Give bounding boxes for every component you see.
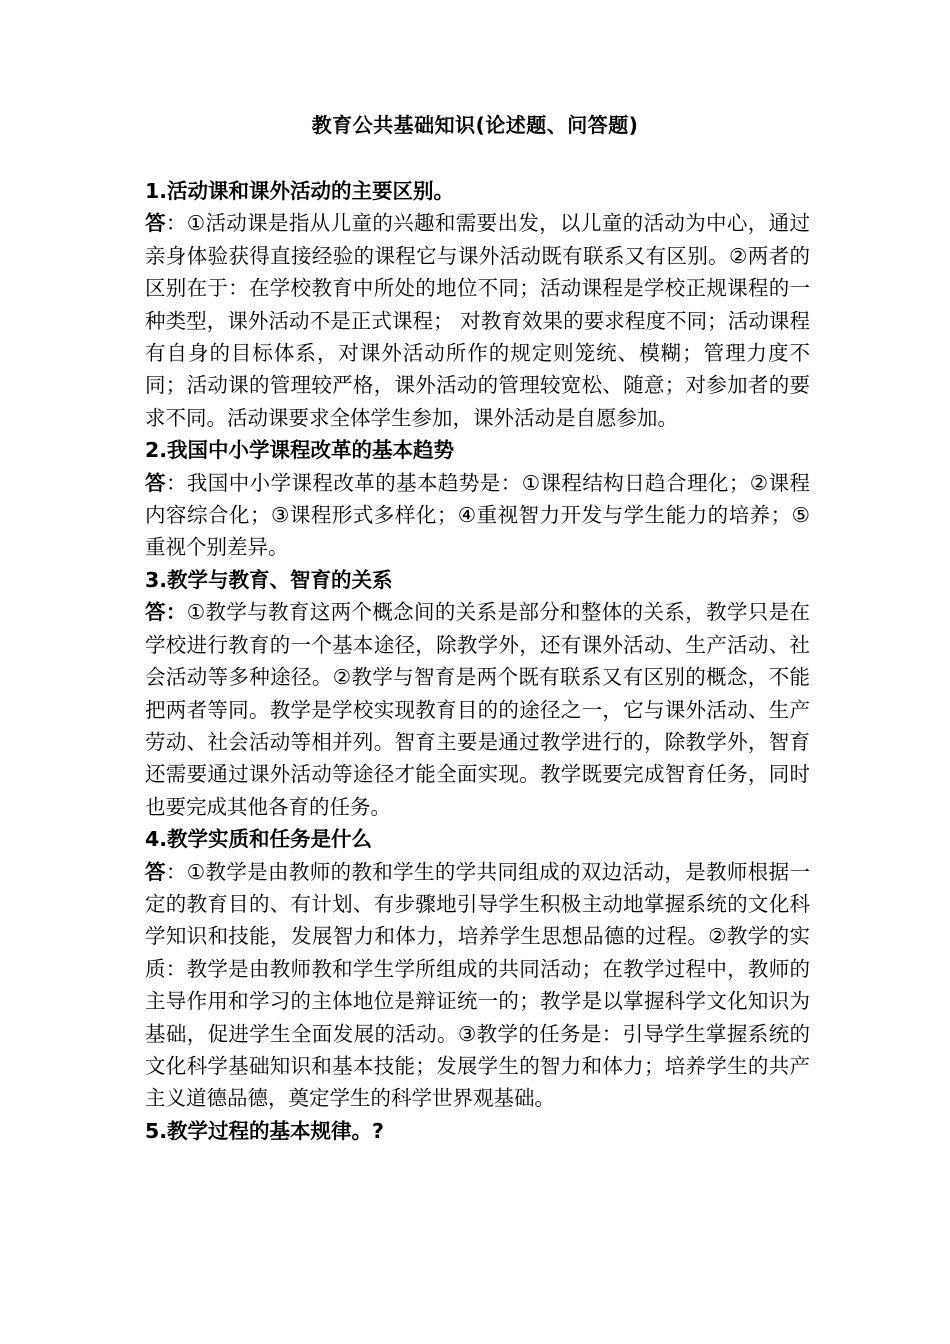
document-title: 教育公共基础知识(论述题、问答题) bbox=[311, 113, 639, 137]
answer-text: ①教学与教育这两个概念间的关系是部分和整体的关系，教学只是在学校进行教育的一个基本途径，除教学外，还有课外活动、生产活动、社会活动等多种途径。②教学与智育是两个既有联系又有区别的概念，不能把两者等同。教学是学校实现教育目的的途径之一，它与课外活动、生产劳动、社会活动等相并列。智育主要是通过教学进行的，除教学外，智育还需要通过课外活动等途径才能全面实现。教学既要完成智育任务，同时也要完成其他各育的任务。 bbox=[145, 600, 810, 819]
question-heading-4: 4.教学实质和任务是什么 bbox=[145, 827, 373, 852]
answer-label: 答 bbox=[145, 470, 166, 495]
question-heading-3: 3.教学与教育、智育的关系 bbox=[145, 567, 393, 592]
question-heading-1: 1.活动课和课外活动的主要区别。 bbox=[145, 179, 455, 203]
answer-text: ：我国中小学课程改革的基本趋势是：①课程结构日趋合理化；②课程内容综合化；③课程形式多样化；④重视智力开发与学生能力的培养；⑤重视个别差异。 bbox=[145, 470, 810, 560]
answer-paragraph-1 bbox=[145, 207, 810, 434]
question-heading-2: 2.我国中小学课程改革的基本趋势 bbox=[145, 438, 455, 463]
answer-label: 答 bbox=[145, 859, 166, 884]
answer-label: 答 bbox=[145, 211, 166, 236]
document-body bbox=[145, 175, 810, 1147]
answer-text: ：①教学是由教师的教和学生的学共同组成的双边活动，是教师根据一定的教育目的、有计划、有步骤地引导学生积极主动地掌握系统的文化科学知识和技能，发展智力和体力，培养学生思想品德的过程。②教学的实质：教学是由教师教和学生学所组成的共同活动；在教学过程中，教师的主导作用和学习的主体地位是辩证统一的；教学是以掌握科学文化知识为基础，促进学生全面发展的活动。③教学的任务是：引导学生掌握系统的文化科学基础知识和基本技能；发展学生的智力和体力；培养学生的共产主义道德品德，奠定学生的科学世界观基础。 bbox=[145, 859, 810, 1111]
answer-paragraph-4 bbox=[145, 856, 810, 1115]
answer-paragraph-2 bbox=[145, 467, 810, 564]
answer-text: ：①活动课是指从儿童的兴趣和需要出发，以儿童的活动为中心，通过亲身体验获得直接经验的课程它与课外活动既有联系又有区别。②两者的区别在于：在学校教育中所处的地位不同；活动课程是学校正规课程的一种类型，课外活动不是正式课程； 对教育效果的要求程度不同；活动课程有自身的目标体系，对课外活动所作的规定则笼统、模糊；管理力度不同；活动课的管理较严格，课外活动的管理较宽松、随意；对参加者的要求不同。活动课要求全体学生参加，课外活动是自愿参加。 bbox=[145, 211, 810, 430]
question-heading-5: 5.教学过程的基本规律。? bbox=[145, 1118, 384, 1143]
answer-label: 答： bbox=[145, 600, 187, 625]
answer-paragraph-3 bbox=[145, 596, 810, 823]
